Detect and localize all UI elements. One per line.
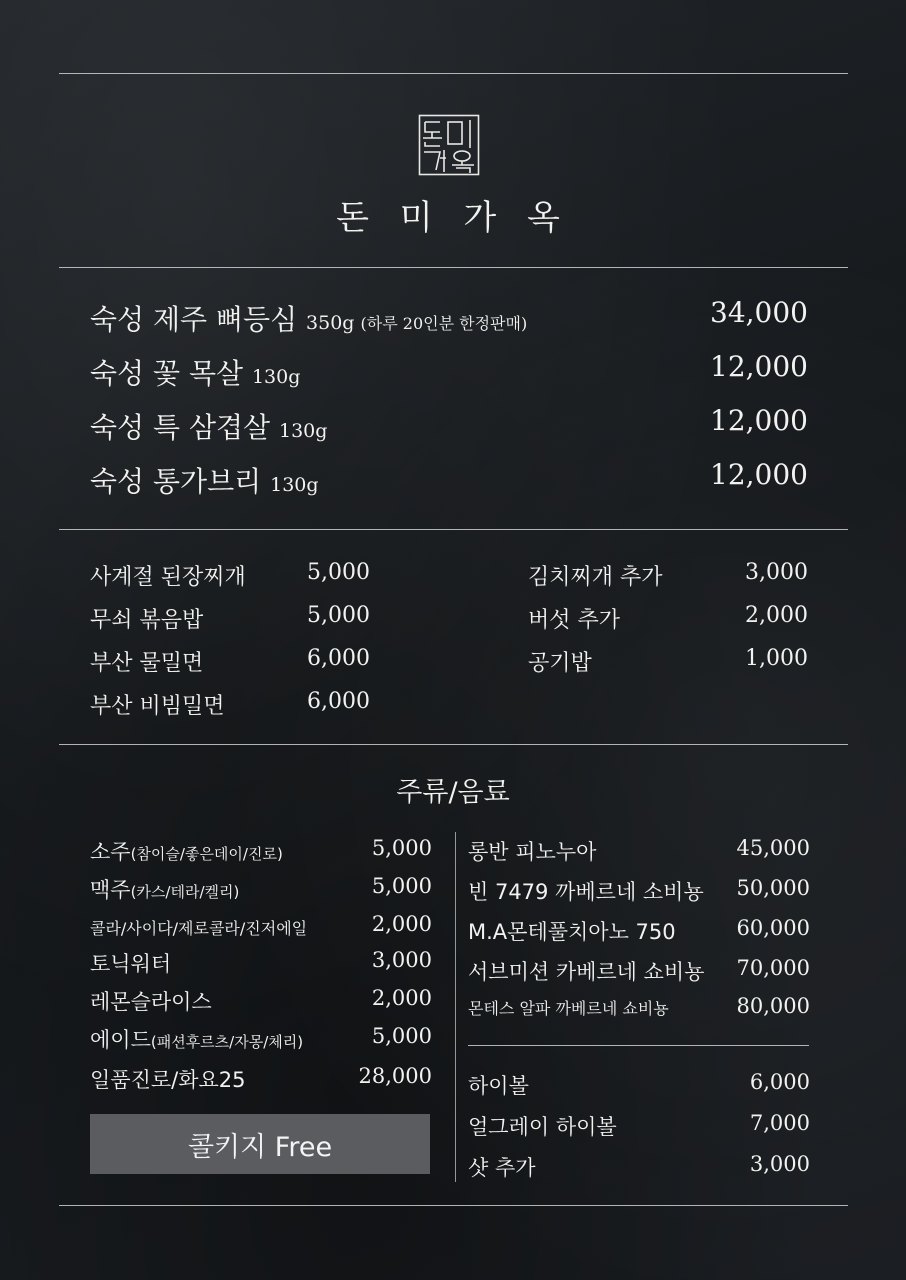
drinks-column-divider xyxy=(455,832,456,1182)
drink-item xyxy=(90,916,307,939)
side-menu-item-price: 1,000 xyxy=(745,646,808,671)
drink-item-sub: (참이슬/좋은데이/진로) xyxy=(130,845,283,863)
drink-item xyxy=(90,1024,303,1054)
side-menu-item-price: 5,000 xyxy=(307,560,370,585)
main-menu-item-weight: 130g xyxy=(270,474,319,496)
drink-item-name: 일품진로/화요25 xyxy=(90,1068,246,1092)
drink-item-price: 2,000 xyxy=(371,986,432,1010)
corkage-badge: 콜키지 Free xyxy=(90,1114,430,1174)
main-menu-item-detail xyxy=(252,366,300,388)
drink-item xyxy=(90,948,171,978)
main-menu-item xyxy=(90,298,527,338)
drink-item-price: 5,000 xyxy=(371,1024,432,1048)
side-menu-item-name: 버섯 추가 xyxy=(528,608,621,633)
main-menu-item-name: 숙성 제주 뼈등심 xyxy=(90,303,298,336)
main-menu-item-detail xyxy=(306,312,527,334)
drink-item-name: 콜라/사이다/제로콜라/진저에일 xyxy=(90,919,308,938)
main-menu-item xyxy=(90,352,300,392)
main-menu-item-note: (하루 20인분 한정판매) xyxy=(360,314,528,333)
wine-item-name: 몬테스 알파 까베르네 쇼비뇽 xyxy=(468,999,669,1018)
main-menu-item-name: 숙성 통가브리 xyxy=(90,465,262,498)
wine-item-price: 50,000 xyxy=(736,876,810,900)
main-menu-item-detail xyxy=(270,474,318,496)
side-menu-item-price: 2,000 xyxy=(745,603,808,628)
main-menu-item-price: 12,000 xyxy=(710,404,808,437)
drink-item-sub: (카스/테라/켈리) xyxy=(130,883,240,901)
brand-divider xyxy=(59,267,848,268)
main-menu-item xyxy=(90,406,327,446)
side-menu-item-price: 3,000 xyxy=(745,560,808,585)
main-menu-item-price: 34,000 xyxy=(710,296,808,329)
main-menu-item-name: 숙성 꽃 목살 xyxy=(90,357,244,390)
drink-item xyxy=(90,1064,246,1094)
highball-item-price: 6,000 xyxy=(749,1070,810,1094)
main-menu-item-price: 12,000 xyxy=(710,458,808,491)
main-menu-item-price: 12,000 xyxy=(710,350,808,383)
main-menu-item-weight: 130g xyxy=(279,420,328,442)
wine-item-name: 빈 7479 까베르네 소비뇽 xyxy=(468,880,704,904)
main-menu-item-weight: 350g xyxy=(306,312,355,334)
drink-item xyxy=(90,986,212,1016)
side-menu-divider xyxy=(59,744,848,745)
side-menu-item-name: 사계절 된장찌개 xyxy=(90,565,246,590)
drink-item-sub: (패션후르츠/자몽/체리) xyxy=(150,1033,304,1051)
drink-item-name: 맥주 xyxy=(90,878,131,902)
drink-item-price: 2,000 xyxy=(371,912,432,936)
side-menu-item-price: 6,000 xyxy=(307,689,370,714)
wine-item-name: 롱반 피노누아 xyxy=(468,840,597,864)
highball-item-price: 3,000 xyxy=(749,1152,810,1176)
side-menu-item-name: 공기밥 xyxy=(528,651,592,676)
drink-item-price: 5,000 xyxy=(371,836,432,860)
drink-item-name: 레몬슬라이스 xyxy=(90,990,212,1014)
wine-divider xyxy=(468,1045,809,1046)
side-menu-item-price: 6,000 xyxy=(307,646,370,671)
main-menu-item-name: 숙성 특 삼겹살 xyxy=(90,411,271,444)
side-menu-item-price: 5,000 xyxy=(307,603,370,628)
drink-item xyxy=(90,874,239,904)
side-menu-item-name: 부산 물밀면 xyxy=(90,651,204,676)
drink-item-name: 에이드 xyxy=(90,1028,151,1052)
highball-item-name: 얼그레이 하이볼 xyxy=(468,1115,617,1139)
wine-item-price: 60,000 xyxy=(736,916,810,940)
main-menu-divider xyxy=(59,529,848,530)
brand-name: 돈 미 가 옥 xyxy=(336,198,570,238)
brand-logo xyxy=(418,114,480,176)
logo-mark xyxy=(418,114,480,176)
wine-item-price: 45,000 xyxy=(736,836,810,860)
side-menu-item-name: 김치찌개 추가 xyxy=(528,565,663,590)
drink-item-price: 5,000 xyxy=(371,874,432,898)
side-menu-item-name: 부산 비빔밀면 xyxy=(90,694,225,719)
side-menu-item-name: 무쇠 볶음밥 xyxy=(90,608,204,633)
top-divider xyxy=(59,73,848,74)
drink-item-price: 3,000 xyxy=(371,948,432,972)
main-menu-item xyxy=(90,460,319,500)
highball-item-name: 샷 추가 xyxy=(468,1156,536,1180)
main-menu-item-detail xyxy=(279,420,327,442)
wine-item-price: 70,000 xyxy=(736,956,810,980)
highball-item-price: 7,000 xyxy=(749,1111,810,1135)
drink-item-name: 토닉워터 xyxy=(90,952,172,976)
drink-item xyxy=(90,836,283,866)
highball-item-name: 하이볼 xyxy=(468,1074,529,1098)
drink-item-price: 28,000 xyxy=(358,1064,432,1088)
bottom-divider xyxy=(59,1205,848,1206)
drink-item-name: 소주 xyxy=(90,840,131,864)
wine-item-price: 80,000 xyxy=(736,994,810,1018)
main-menu-item-weight: 130g xyxy=(251,366,301,388)
drinks-title: 주류/음료 xyxy=(396,777,510,808)
wine-item-name: M.A몬테풀치아노 750 xyxy=(468,920,676,944)
wine-item-name: 서브미션 카베르네 쇼비뇽 xyxy=(468,960,705,984)
